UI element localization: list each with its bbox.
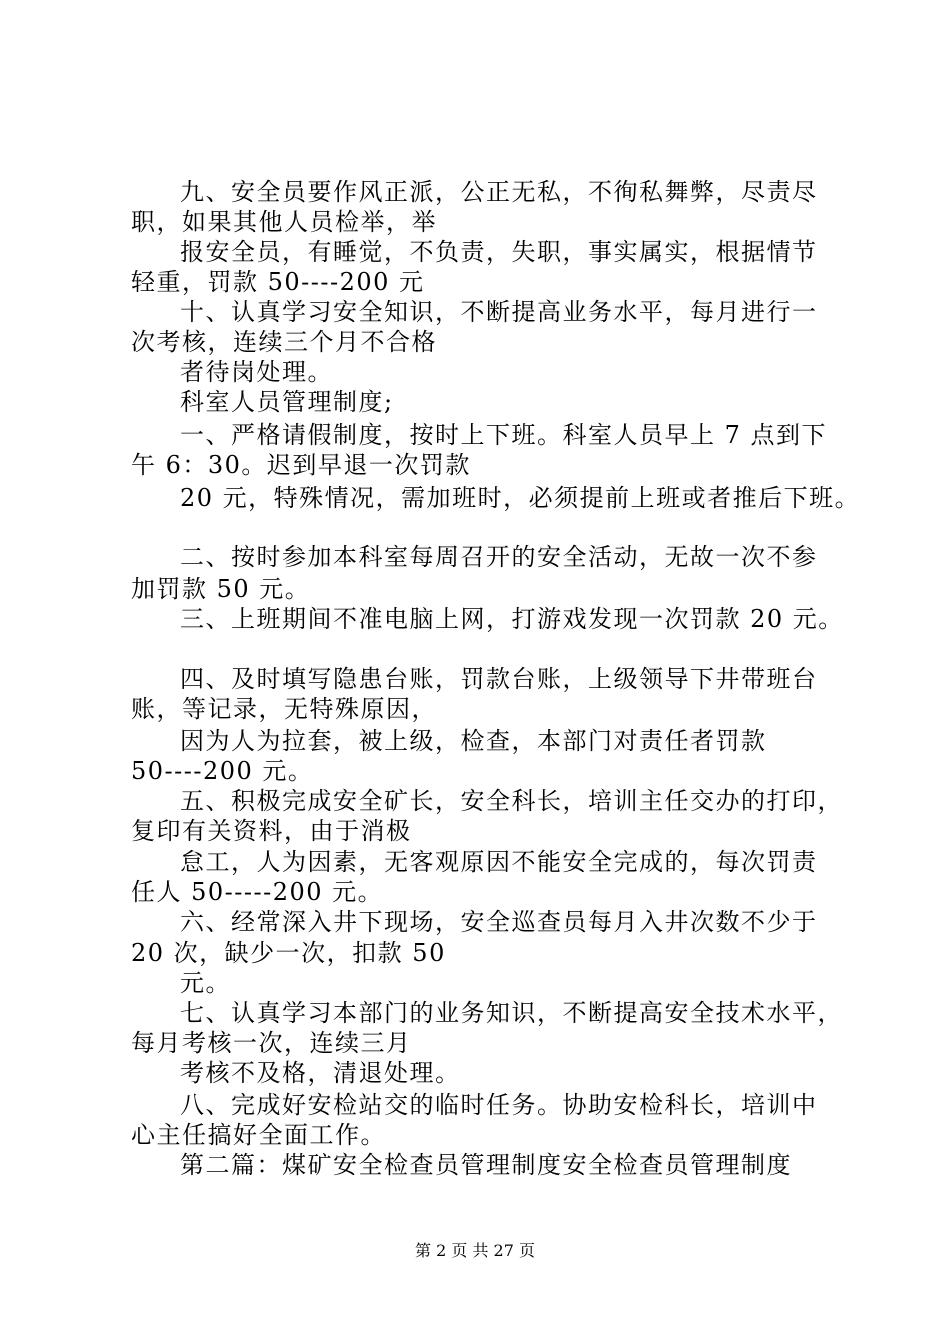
text-line: 任人 50-----200 元。 <box>131 878 384 906</box>
text-line: 六、经常深入井下现场，安全巡查员每月入井次数不少于 <box>180 908 818 936</box>
text-line: 二、按时参加本科室每周召开的安全活动，无故一次不参 <box>180 543 818 571</box>
text-line: 20 元，特殊情况，需加班时，必须提前上班或者推后下班。 <box>180 484 861 512</box>
text-line: 七、认真学习本部门的业务知识，不断提高安全技术水平， <box>180 999 843 1027</box>
text-line: 次考核，连续三个月不合格 <box>131 328 437 356</box>
text-line: 五、积极完成安全矿长，安全科长，培训主任交办的打印， <box>180 787 843 815</box>
text-line: 轻重，罚款 50----200 元 <box>131 268 425 296</box>
text-line: 心主任搞好全面工作。 <box>131 1121 386 1149</box>
text-line: 职，如果其他人员检举，举 <box>131 208 437 236</box>
text-line: 第二篇：煤矿安全检查员管理制度安全检查员管理制度 <box>180 1151 792 1179</box>
text-line: 三、上班期间不准电脑上网，打游戏发现一次罚款 20 元。 <box>180 605 844 633</box>
text-line: 怠工，人为因素，无客观原因不能安全完成的，每次罚责 <box>180 848 818 876</box>
page-number-footer: 第 2 页 共 27 页 <box>415 1241 535 1260</box>
text-line: 报安全员，有睡觉，不负责，失职，事实属实，根据情节 <box>180 238 818 266</box>
text-line: 一、严格请假制度，按时上下班。科室人员早上 7 点到下 <box>180 421 828 449</box>
text-line: 复印有关资料，由于消极 <box>131 817 412 845</box>
text-line: 因为人为拉套，被上级，检查，本部门对责任者罚款 <box>180 727 767 755</box>
text-line: 科室人员管理制度; <box>180 388 394 416</box>
text-line: 十、认真学习安全知识，不断提高业务水平，每月进行一 <box>180 298 818 326</box>
text-line: 20 次，缺少一次，扣款 50 <box>131 939 446 967</box>
text-line: 50----200 元。 <box>131 757 314 785</box>
text-line: 账，等记录，无特殊原因， <box>131 695 437 723</box>
text-line: 加罚款 50 元。 <box>131 575 311 603</box>
text-line: 八、完成好安检站交的临时任务。协助安检科长，培训中 <box>180 1091 818 1119</box>
text-line: 每月考核一次，连续三月 <box>131 1029 412 1057</box>
text-line: 九、安全员要作风正派，公正无私，不徇私舞弊，尽责尽 <box>180 178 818 206</box>
text-line: 元。 <box>180 969 231 997</box>
text-line: 四、及时填写隐患台账，罚款台账，上级领导下井带班台 <box>180 665 818 693</box>
text-line: 者待岗处理。 <box>180 358 333 386</box>
text-line: 考核不及格，清退处理。 <box>180 1059 461 1087</box>
text-line: 午 6：30。迟到早退一次罚款 <box>131 451 471 479</box>
